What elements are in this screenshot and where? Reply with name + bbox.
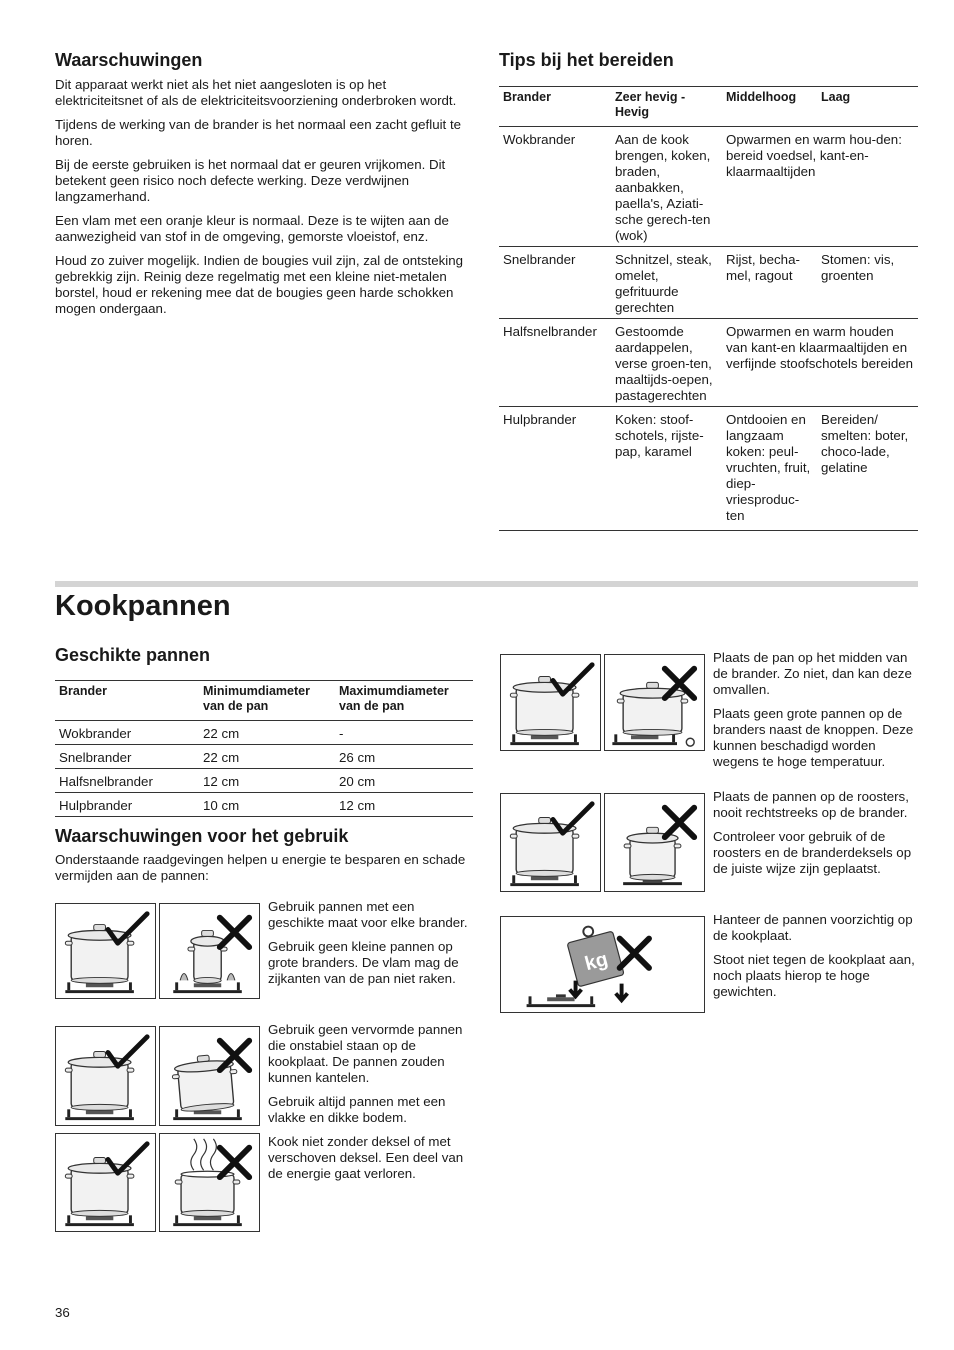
min-diameter-cell: 22 cm [199, 745, 335, 769]
usage-captions-left-2 [268, 1022, 473, 1190]
low-heat-cell: Bereiden/ smelten: boter, choco-lade, gelatine [817, 407, 918, 531]
mid-heat-cell: Rijst, becha-mel, ragout [722, 247, 817, 319]
illustration-drawing [56, 904, 155, 998]
max-diameter-cell: 26 cm [335, 745, 473, 769]
column-header: Maximumdiameter van de pan [335, 681, 473, 721]
illustration-drawing [501, 655, 600, 750]
mid-low-heat-cell: Opwarmen en warm houden van kant-en klaarmaaltijden en verfijnde stoofschotels bereiden [722, 319, 918, 407]
burner-cell: Snelbrander [55, 745, 199, 769]
max-diameter-cell: 20 cm [335, 769, 473, 793]
mid-heat-cell: Ontdooien en langzaam koken: peul-vruchten, fruit, diep-vriesproduc-ten [722, 407, 817, 531]
burner-cell: Halfsnelbrander [55, 769, 199, 793]
usage-section [55, 826, 473, 892]
usage-caption: Plaats de pan op het midden van de brander. Zo niet, dan kan deze omvallen. [713, 650, 912, 697]
pans-section [55, 645, 473, 817]
pans-heading: Geschikte pannen [55, 645, 211, 665]
illustration-drawing [56, 1134, 155, 1231]
cross-icon [220, 918, 249, 947]
table-row [499, 319, 918, 407]
cooking-pot [624, 827, 681, 880]
burner-cell: Hulpbrander [55, 793, 199, 817]
tips-table [499, 86, 918, 531]
usage-caption: Plaats geen grote pannen op de branders naast de knoppen. Deze kunnen beschadigd worden wegens te hoge temperatuur. [713, 706, 914, 769]
usage-caption: Stoot niet tegen de kookplaat aan, noch plaats hierop te hoge gewichten. [713, 952, 915, 999]
section-divider [55, 581, 918, 587]
usage-captions-right-1 [713, 650, 918, 778]
cooking-pot [65, 925, 134, 984]
table-row [55, 793, 473, 817]
illustration-drawing [56, 1027, 155, 1125]
pot-correct-size-illustration [55, 903, 156, 999]
illustration-drawing [160, 1027, 259, 1125]
cooking-pot [188, 930, 227, 983]
pot-on-burner-illustration [604, 793, 705, 892]
usage-captions-right-3 [713, 912, 918, 1008]
cross-icon [220, 1041, 249, 1070]
pot-with-lid-illustration [55, 1133, 156, 1232]
high-heat-cell: Gestoomde aardappelen, verse groen-ten, maaltijds-oepen, pastagerechten [611, 319, 722, 407]
column-header: Brander [55, 681, 199, 721]
mid-low-heat-cell: Opwarmen en warm hou-den: bereid voedsel, kant-en-klaarmaaltijden [722, 127, 918, 247]
pot-deformed-illustration [159, 1026, 260, 1126]
table-header-row [499, 87, 918, 127]
knob-icon [686, 738, 694, 746]
usage-heading: Waarschuwingen voor het gebruik [55, 826, 349, 846]
usage-caption: Gebruik geen vervormde pannen die onstabiel staan op de kookplaat. De pannen zouden kunnen kantelen. [268, 1022, 463, 1085]
min-diameter-cell: 10 cm [199, 793, 335, 817]
warnings-paragraph: Houd zo zuiver mogelijk. Indien de bougies vuil zijn, zal de ontsteking gebrekkig zijn. Reinig deze regelmatig met een kleine niet-metalen borstel, houd er rekening mee dat de bougies geen harde schokken mogen ondergaan. [55, 253, 464, 316]
max-diameter-cell: 12 cm [335, 793, 473, 817]
warnings-paragraph: Een vlam met een oranje kleur is normaal. Deze is te wijten aan de aanwezigheid van stof in de omgeving, gemorste vloeistof, enz. [55, 213, 449, 244]
usage-intro: Onderstaande raadgevingen helpen u energie te besparen en schade vermijden aan de pannen: [55, 852, 466, 883]
usage-captions-left-1 [268, 899, 473, 995]
pot-too-small-illustration [159, 903, 260, 999]
min-diameter-cell: 22 cm [199, 721, 335, 745]
heavy-weight-illustration [500, 916, 705, 1013]
burner-grate [527, 994, 596, 1007]
low-heat-cell: Stomen: vis, groenten [817, 247, 918, 319]
column-header: Minimumdiameter van de pan [199, 681, 335, 721]
column-header: Laag [817, 87, 918, 127]
usage-caption: Gebruik altijd pannen met een vlakke en dikke bodem. [268, 1094, 446, 1125]
pot-centered-illustration [500, 654, 601, 751]
burner-cell: Hulpbrander [499, 407, 611, 531]
column-header: Zeer hevig - Hevig [611, 87, 722, 127]
high-heat-cell: Koken: stoof-schotels, rijste-pap, karamel [611, 407, 722, 531]
table-row [55, 769, 473, 793]
cross-icon [220, 1148, 249, 1177]
tips-section [499, 50, 918, 531]
warnings-section [55, 50, 473, 325]
warnings-paragraph: Dit apparaat werkt niet als het niet aangesloten is op het elektriciteitsnet of als de elektriciteitsvoorziening onderbroken wordt. [55, 77, 457, 108]
usage-caption: Kook niet zonder deksel of met verschoven deksel. Een deel van de energie gaat verloren. [268, 1134, 464, 1181]
pans-table [55, 680, 473, 817]
tips-heading: Tips bij het bereiden [499, 50, 674, 70]
warnings-heading: Waarschuwingen [55, 50, 203, 70]
cross-icon [665, 808, 694, 837]
high-heat-cell: Schnitzel, steak, omelet, gefrituurde gerechten [611, 247, 722, 319]
usage-caption: Plaats de pannen op de roosters, nooit rechtstreeks op de brander. [713, 789, 909, 820]
table-row [499, 127, 918, 247]
page-number: 36 [55, 1305, 70, 1320]
illustration-drawing [605, 655, 704, 750]
cooking-pot [175, 1171, 240, 1216]
pot-near-knobs-illustration [604, 654, 705, 751]
usage-caption: Controleer voor gebruik of de roosters en de branderdeksels op de juiste wijze zijn geplaatst. [713, 829, 912, 876]
steam-icon [191, 1139, 216, 1170]
weight-icon [564, 921, 624, 987]
cooking-pot [617, 682, 688, 735]
usage-caption: Hanteer de pannen voorzichtig op de kookplaat. [713, 912, 913, 943]
table-row [499, 247, 918, 319]
cross-icon [620, 939, 649, 968]
usage-caption: Gebruik geen kleine pannen op grote branders. De vlam mag de zijkanten van de pan niet raken. [268, 939, 459, 986]
pot-stable-illustration [55, 1026, 156, 1126]
high-heat-cell: Aan de kook brengen, koken, braden, aanbakken, paella's, Aziati-sche gerech-ten (wok) [611, 127, 722, 247]
table-row [499, 407, 918, 531]
column-header: Middelhoog [722, 87, 817, 127]
column-header: Brander [499, 87, 611, 127]
illustration-drawing [160, 1134, 259, 1231]
burner-cell: Wokbrander [499, 127, 611, 247]
warnings-paragraph: Tijdens de werking van de brander is het normaal een zacht gefluit te horen. [55, 117, 462, 148]
burner-cell: Halfsnelbrander [499, 319, 611, 407]
max-diameter-cell: - [335, 721, 473, 745]
usage-captions-right-2 [713, 789, 918, 885]
illustration-drawing [501, 794, 600, 891]
usage-caption: Gebruik pannen met een geschikte maat voor elke brander. [268, 899, 468, 930]
pot-on-grate-illustration [500, 793, 601, 892]
burner-cell: Snelbrander [499, 247, 611, 319]
warnings-paragraph: Bij de eerste gebruiken is het normaal dat er geuren vrijkomen. Dit betekent geen risico noch defecte werking. Deze verdwijnen langzamerhand. [55, 157, 446, 204]
table-header-row [55, 681, 473, 721]
min-diameter-cell: 12 cm [199, 769, 335, 793]
section-title: Kookpannen [55, 590, 231, 622]
table-row [55, 721, 473, 745]
table-row [55, 745, 473, 769]
weight-label: kg [582, 948, 611, 976]
illustration-drawing [501, 917, 704, 1012]
illustration-drawing [605, 794, 704, 891]
illustration-drawing [160, 904, 259, 998]
arrow-down-icon [616, 984, 628, 1001]
pot-without-lid-illustration [159, 1133, 260, 1232]
burner-cell: Wokbrander [55, 721, 199, 745]
